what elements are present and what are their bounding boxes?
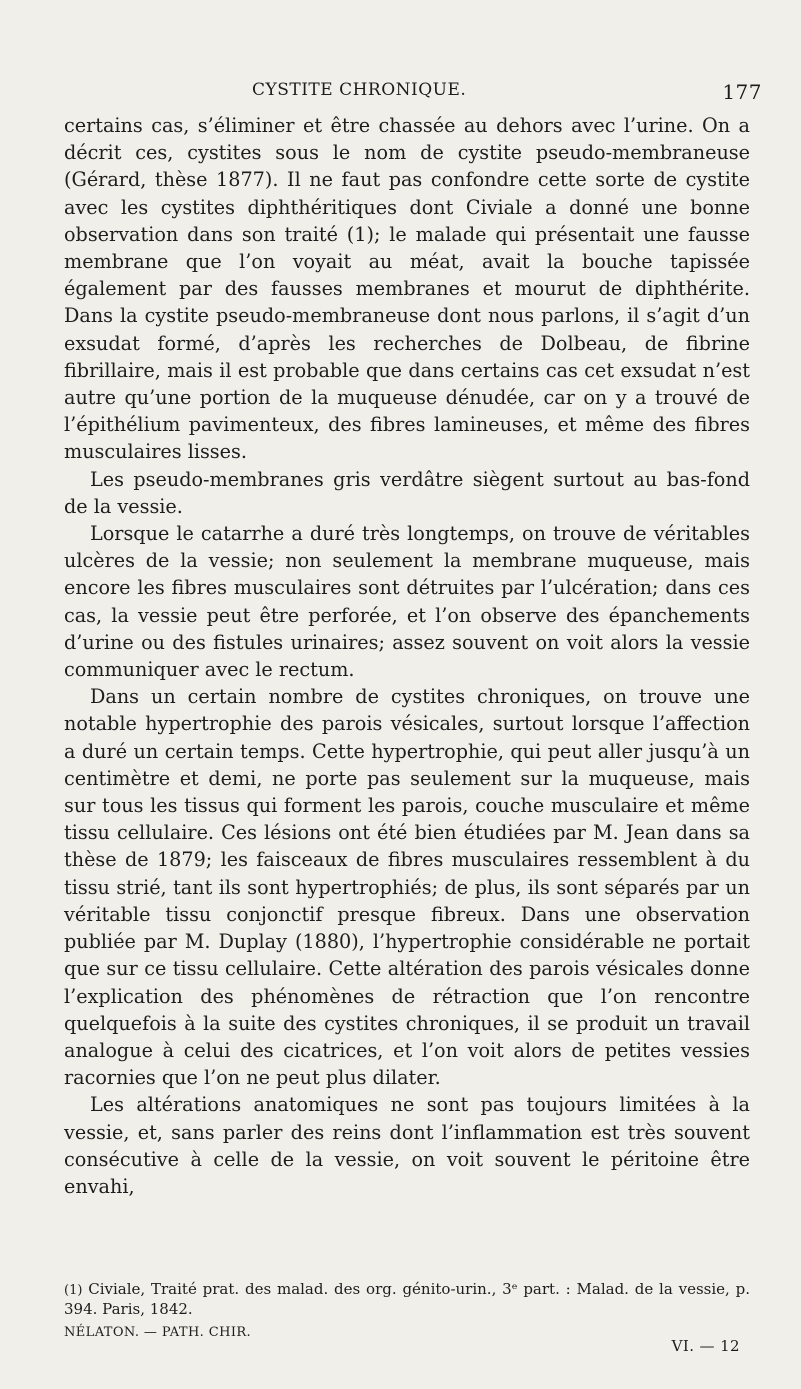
paragraph: Les altérations anatomiques ne sont pas toujours limitées à la vessie, et, sans parler des reins dont l’inflammation est très souvent consécutive à celle de la vessie, on voit souvent le péritoine être envahi, <box>64 1093 750 1198</box>
paragraph: Les pseudo-membranes gris verdâtre siègent surtout au bas-fond de la vessie. <box>64 467 750 518</box>
body-text <box>64 112 750 1200</box>
footnote <box>64 1280 750 1319</box>
running-title: CYSTITE CHRONIQUE. <box>252 80 467 100</box>
paragraph: Dans un certain nombre de cystites chroniques, on trouve une notable hypertrophie des parois vésicales, surtout lorsque l’affection a duré un certain temps. Cette hypertrophie, qui peut aller jusqu’à un centimètre et demi, ne porte pas seulement sur la muqueuse, mais sur tous les tissus qui forment les parois, couche musculaire et même tissu cellulaire. Ces lésions ont été bien étudiées par M. Jean dans sa thèse de 1879; les faisceaux de fibres musculaires ressemblent à du tissu strié, tant ils sont hypertrophiés; de plus, ils sont séparés par un véritable tissu conjonctif presque fibreux. Dans une observation publiée par M. Duplay (1880), l’hypertrophie considérable ne portait que sur ce tissu cellulaire. Cette altération des parois vésicales donne l’explication des phénomènes de rétraction que l’on rencontre quelquefois à la suite des cystites chroniques, il se produit un travail analogue à celui des cicatrices, et l’on voit alors de petites vessies racornies que l’on ne peut plus dilater. <box>64 685 750 1090</box>
sheet-mark: VI. — 12 <box>671 1337 740 1355</box>
footnote-text: Civiale, Traité prat. des malad. des org. génito-urin., 3ᵉ part. : Malad. de la vessie, p. 394. Paris, 1842. <box>64 1280 750 1318</box>
paragraph: Lorsque le catarrhe a duré très longtemps, on trouve de véritables ulcères de la vessie; non seulement la membrane muqueuse, mais encore les fibres musculaires sont détruites par l’ulcération; dans ces cas, la vessie peut être perforée, et l’on observe des épanchements d’urine ou des fistules urinaires; assez souvent on voit alors la vessie communiquer avec le rectum. <box>64 522 750 682</box>
signature-mark: NÉLATON. — PATH. CHIR. <box>64 1325 252 1340</box>
footnote-marker: (1) <box>64 1283 83 1298</box>
paragraph: certains cas, s’éliminer et être chassée au dehors avec l’urine. On a décrit ces, cystites sous le nom de cystite pseudo-membraneuse (Gérard, thèse 1877). Il ne faut pas confondre cette sorte de cystite avec les cystites diphthéritiques dont Civiale a donné une bonne observation dans son traité (1); le malade qui présentait une fausse membrane que l’on voyait au méat, avait la bouche tapissée également par des fausses membranes et mourut de diphthérite. Dans la cystite pseudo-membraneuse dont nous parlons, il s’agit d’un exsudat formé, d’après les recherches de Dolbeau, de fibrine fibrillaire, mais il est probable que dans certains cas cet exsudat n’est autre qu’une portion de la muqueuse dénudée, car on y a trouvé de l’épithélium pavimenteux, des fibres lamineuses, et même des fibres musculaires lisses. <box>64 114 750 464</box>
page-number: 177 <box>722 80 762 104</box>
